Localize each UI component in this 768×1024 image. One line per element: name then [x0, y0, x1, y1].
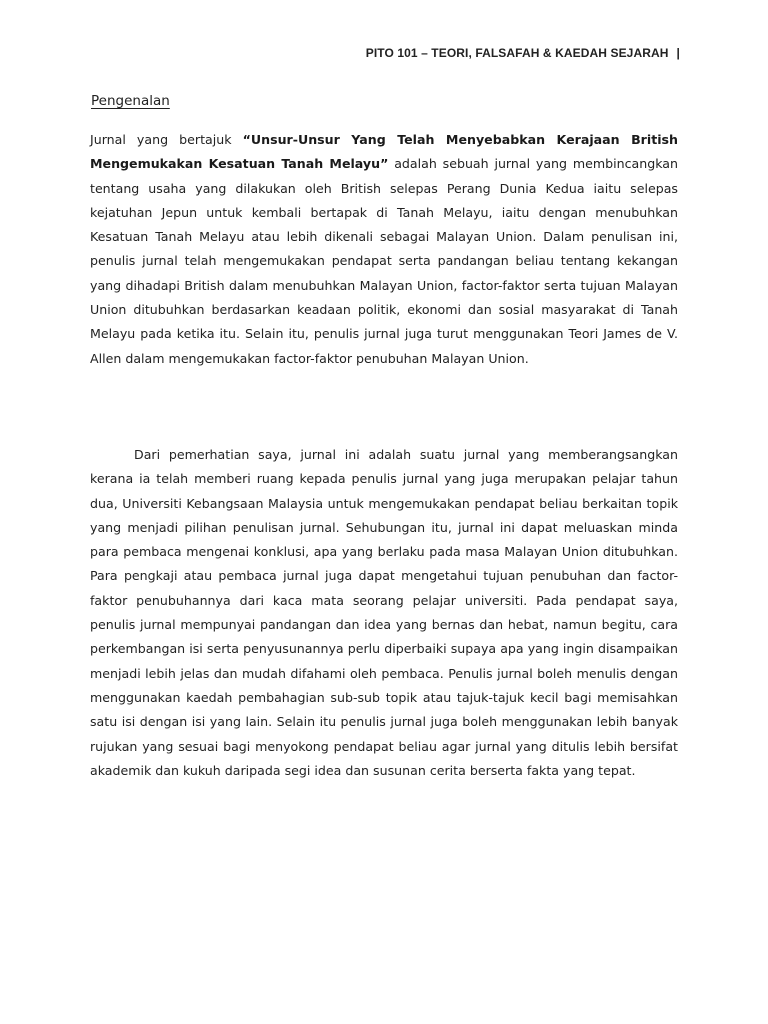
journal-title-text: “Unsur-Unsur Yang Telah Menyebabkan Kerajaan British Mengemukakan Kesatuan Tanah Melayu”	[90, 132, 678, 172]
section-heading: Pengenalan	[91, 93, 170, 109]
observation-paragraph: Dari pemerhatian saya, jurnal ini adalah suatu jurnal yang memberangsangkan kerana ia telah memberi ruang kepada penulis jurnal yang juga merupakan pelajar tahun dua, Universiti Kebangsaan Malaysia untuk mengemukakan pendapat beliau berkaitan topik yang menjadi pilihan penulisan jurnal. Sehubungan itu, jurnal ini dapat meluaskan minda para pembaca mengenai konklusi, apa yang berlaku pada masa Malayan Union ditubuhkan. Para pengkaji atau pembaca jurnal juga dapat mengetahui tujuan penubuhan dan factor-faktor penubuhannya dari kaca mata seorang pelajar universiti. Pada pendapat saya, penulis jurnal mempunyai pandangan dan idea yang bernas dan hebat, namun begitu, cara perkembangan isi serta penyusunannya perlu diperbaiki supaya apa yang ingin disampaikan menjadi lebih jelas dan mudah difahami oleh pembaca. Penulis jurnal boleh menulis dengan menggunakan kaedah pembahagian sub-sub topik atau tajuk-tajuk kecil bagi memisahkan satu isi dengan isi yang lain. Selain itu penulis jurnal juga boleh menggunakan lebih banyak rujukan yang sesuai bagi menyokong pendapat beliau agar jurnal yang ditulis lebih bersifat akademik dan kukuh daripada segi idea dan susunan cerita berserta fakta yang tepat.	[90, 447, 678, 778]
running-header	[366, 46, 680, 60]
paragraph-lead-text: Jurnal yang bertajuk	[90, 132, 243, 147]
paragraph-body-text: adalah sebuah jurnal yang membincangkan tentang usaha yang dilakukan oleh British selepas Perang Dunia Kedua iaitu selepas kejatuhan Jepun untuk kembali bertapak di Tanah Melayu, iaitu dengan menubuhkan Kesatuan Tanah Melayu atau lebih dikenali sebagai Malayan Union. Dalam penulisan ini, penulis jurnal telah mengemukakan pendapat serta pandangan beliau tentang kekangan yang dihadapi British dalam menubuhkan Malayan Union, factor-faktor serta tujuan Malayan Union ditubuhkan berdasarkan keadaan politik, ekonomi dan sosial masyarakat di Tanah Melayu pada ketika itu. Selain itu, penulis jurnal juga turut menggunakan Teori James de V. Allen dalam mengemukakan factor-faktor penubuhan Malayan Union.	[90, 156, 679, 366]
running-header-title: PITO 101 – TEORI, FALSAFAH & KAEDAH SEJARAH	[365, 46, 669, 60]
running-header-separator: |	[676, 46, 680, 60]
introduction-paragraph	[90, 128, 678, 371]
